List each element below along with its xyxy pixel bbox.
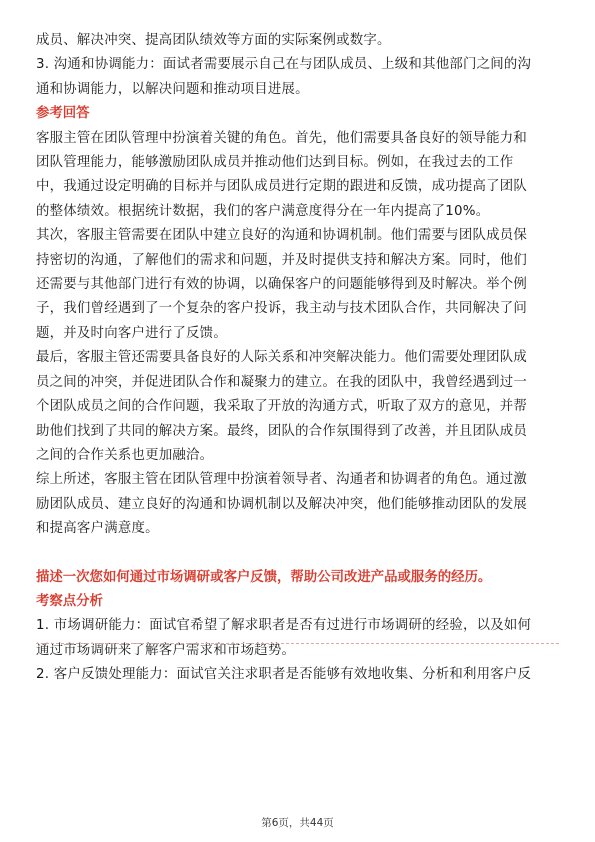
answer-line: 其次，客服主管需要在团队中建立良好的沟通和协调机制。他们需要与团队成员保 (36, 228, 528, 244)
analysis-line: 通过市场调研来了解客户需求和市场趋势。 (36, 642, 296, 658)
answer-line: 个团队成员之间的合作问题，我采取了开放的沟通方式，听取了双方的意见，并帮 (36, 399, 528, 415)
answer-line: 和提高客户满意度。 (36, 521, 159, 537)
text-line: 3. 沟通和协调能力：面试者需要展示自己在与团队成员、上级和其他部门之间的沟 (36, 57, 532, 73)
text-line: 成员、解决冲突、提高团队绩效等方面的实际案例或数字。 (36, 33, 391, 48)
answer-line: 的整体绩效。根据统计数据，我们的客户满意度得分在一年内提高了10%。 (36, 203, 490, 219)
answer-line: 持密切的沟通，了解他们的需求和问题，并及时提供支持和解决方案。同时，他们 (36, 252, 528, 268)
answer-line: 团队管理能力，能够激励团队成员并推动他们达到目标。例如，在我过去的工作 (36, 155, 514, 171)
answer-line: 之间的合作关系也更加融洽。 (36, 447, 214, 463)
page-number: 第6页，共44页 (261, 817, 334, 829)
answer-line: 客服主管在团队管理中扮演着关键的角色。首先，他们需要具备良好的领导能力和 (36, 130, 528, 146)
analysis-line: 1. 市场调研能力：面试官希望了解求职者是否有过进行市场调研的经验，以及如何 (36, 618, 532, 634)
analysis-line: 2. 客户反馈处理能力：面试官关注求职者是否能够有效地收集、分析和利用客户反 (36, 667, 532, 683)
reference-answer-heading: 参考回答 (36, 106, 90, 122)
answer-line: 还需要与其他部门进行有效的协调，以确保客户的问题能够得到及时解决。举个例 (36, 277, 528, 293)
answer-line: 助他们找到了共同的解决方案。最终，团队的合作氛围得到了改善，并且团队成员 (36, 423, 528, 439)
answer-line: 最后，客服主管还需要具备良好的人际关系和冲突解决能力。他们需要处理团队成 (36, 350, 528, 366)
answer-line: 综上所述，客服主管在团队管理中扮演着领导者、沟通者和协调者的角色。通过激 (36, 472, 528, 488)
answer-line: 题，并及时向客户进行了反馈。 (36, 325, 227, 341)
text-line: 通和协调能力，以解决问题和推动项目进展。 (36, 81, 309, 97)
answer-line: 子，我们曾经遇到了一个复杂的客户投诉，我主动与技术团队合作，共同解决了问 (36, 301, 528, 317)
analysis-heading: 考察点分析 (36, 593, 103, 609)
page-content (36, 29, 559, 688)
answer-line: 励团队成员、建立良好的沟通和协调机制以及解决冲突，他们能够推动团队的发展 (36, 496, 528, 512)
answer-line: 中，我通过设定明确的目标并与团队成员进行定期的跟进和反馈，成功提高了团队 (36, 179, 528, 195)
question-title: 描述一次您如何通过市场调研或客户反馈，帮助公司改进产品或服务的经历。 (36, 569, 492, 585)
section-divider (36, 643, 559, 644)
answer-line: 员之间的冲突，并促进团队合作和凝聚力的建立。在我的团队中，我曾经遇到过一 (36, 374, 528, 390)
